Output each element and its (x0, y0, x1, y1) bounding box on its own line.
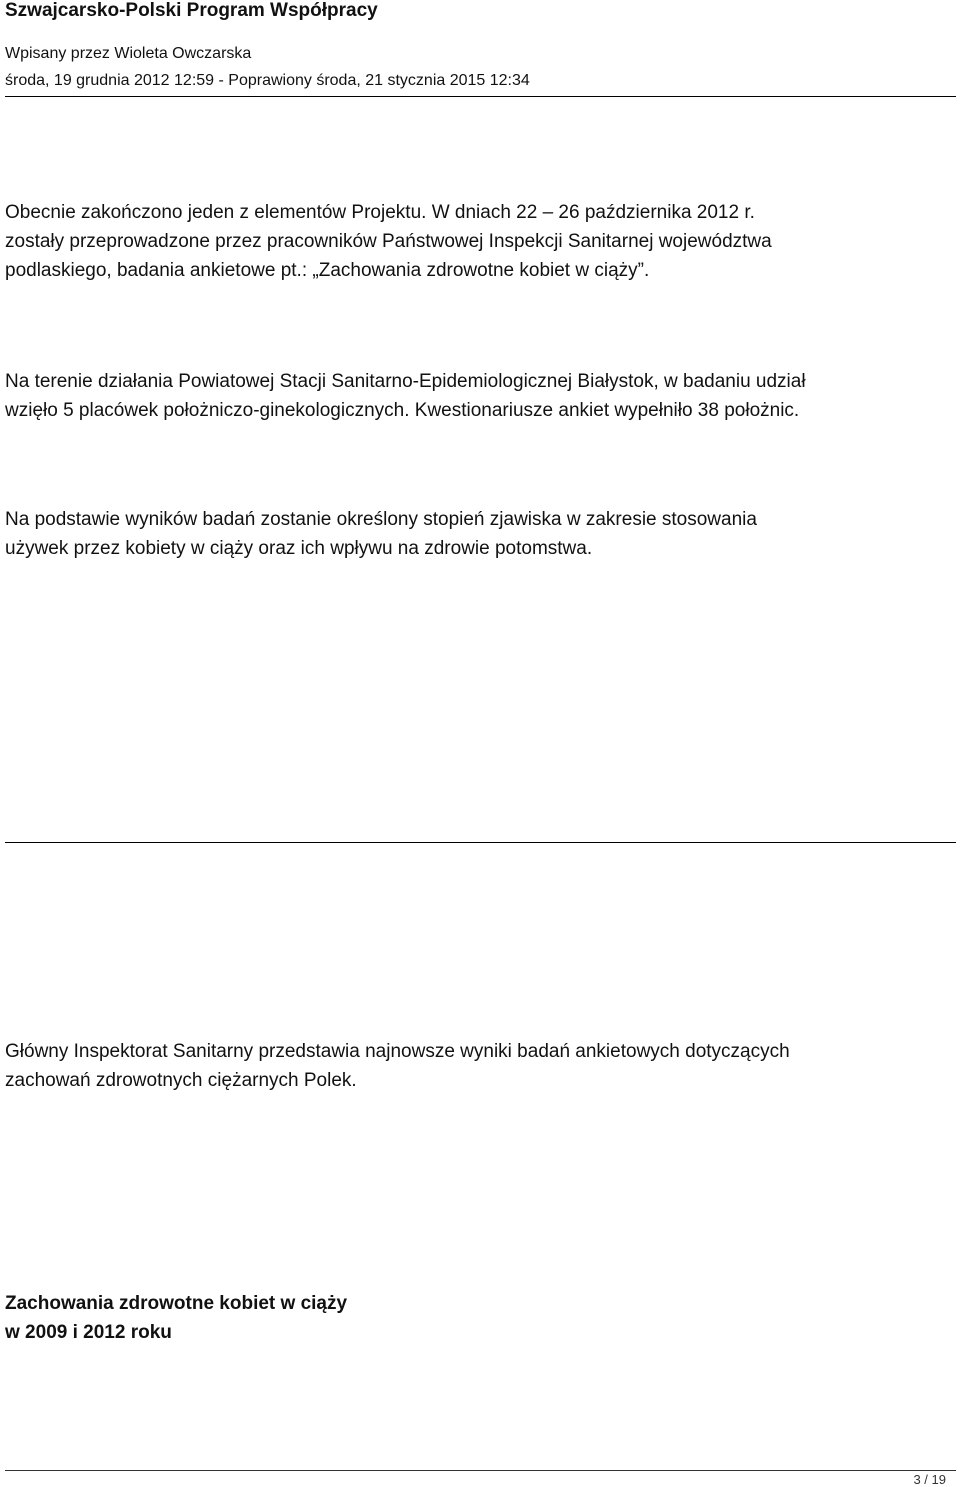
section-divider (5, 842, 956, 843)
author-line: Wpisany przez Wioleta Owczarska (5, 45, 252, 62)
paragraph-line: zachowań zdrowotnych ciężarnych Polek. (5, 1070, 357, 1091)
paragraph-line: Na terenie działania Powiatowej Stacji Sanitarno-Epidemiologicznej Białystok, w badaniu udział (5, 371, 806, 392)
heading-line: Zachowania zdrowotne kobiet w ciąży (5, 1293, 348, 1314)
paragraph-line: zostały przeprowadzone przez pracowników Państwowej Inspekcji Sanitarnej województwa (5, 231, 772, 252)
paragraph-line: Na podstawie wyników badań zostanie określony stopień zjawiska w zakresie stosowania (5, 509, 757, 530)
paragraph-line: Obecnie zakończono jeden z elementów Projektu. W dniach 22 – 26 października 2012 r. (5, 202, 755, 223)
footer-divider (5, 1470, 956, 1471)
document-title: Szwajcarsko-Polski Program Współpracy (5, 0, 378, 21)
header-divider (5, 96, 956, 97)
date-line: środa, 19 grudnia 2012 12:59 - Poprawiony środa, 21 stycznia 2015 12:34 (5, 72, 530, 89)
paragraph-line: wzięło 5 placówek położniczo-ginekologicznych. Kwestionariusze ankiet wypełniło 38 położnic. (5, 400, 800, 421)
paragraph-line: Główny Inspektorat Sanitarny przedstawia najnowsze wyniki badań ankietowych dotyczących (5, 1041, 790, 1062)
paragraph-line: podlaskiego, badania ankietowe pt.: „Zachowania zdrowotne kobiet w ciąży”. (5, 260, 650, 281)
paragraph-gis-results (5, 1037, 955, 1095)
paragraph-purpose (5, 505, 955, 563)
paragraph-line: używek przez kobiety w ciąży oraz ich wpływu na zdrowie potomstwa. (5, 538, 593, 559)
section-heading (5, 1289, 347, 1347)
page-number: 3 / 19 (913, 1472, 946, 1487)
heading-line: w 2009 i 2012 roku (5, 1322, 172, 1343)
paragraph-participants (5, 367, 955, 425)
paragraph-project-status (5, 198, 955, 285)
